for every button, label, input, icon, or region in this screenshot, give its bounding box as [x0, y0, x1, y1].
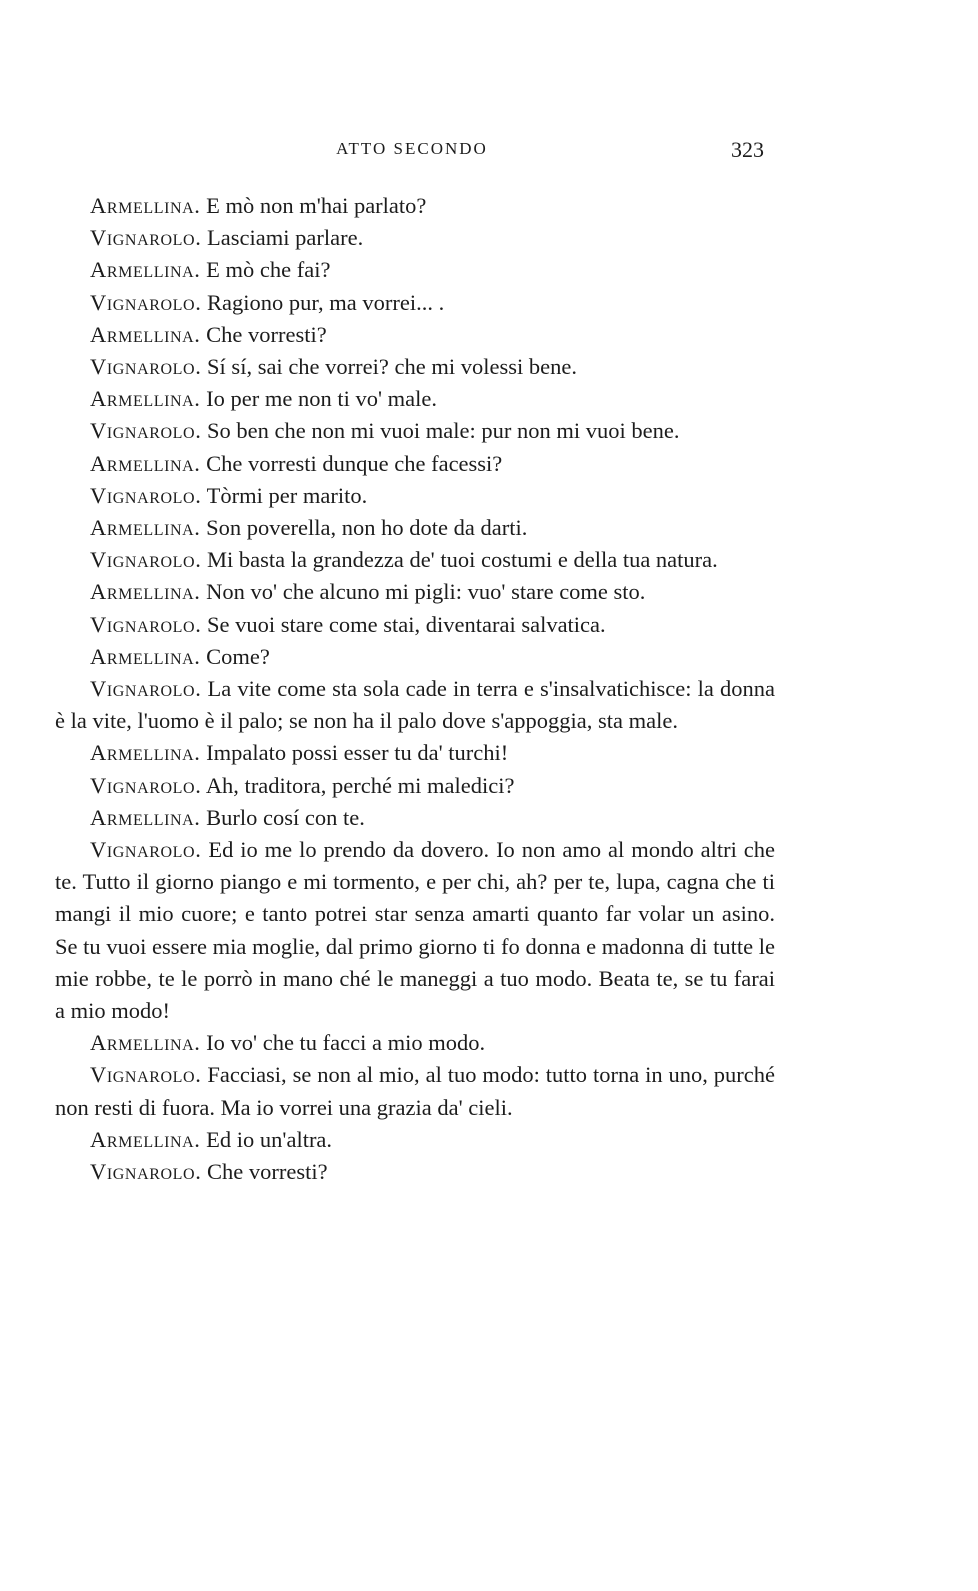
speech-paragraph	[55, 1124, 775, 1156]
speech-paragraph	[55, 673, 775, 737]
running-title: ATTO SECONDO	[336, 139, 488, 158]
speech-paragraph	[55, 415, 775, 447]
speaker-name: Armellina.	[90, 386, 201, 412]
speaker-name: Vignarolo.	[90, 676, 202, 702]
speaker-name: Armellina.	[90, 1126, 201, 1152]
speaker-name: Vignarolo.	[90, 772, 202, 798]
speech-paragraph	[55, 737, 775, 769]
speech-paragraph	[55, 319, 775, 351]
speaker-name: Armellina.	[90, 450, 201, 476]
speech-text: Io per me non ti vo' male.	[206, 386, 438, 412]
speech-paragraph	[55, 254, 775, 286]
speech-paragraph	[55, 641, 775, 673]
speech-text: Mi basta la grandezza de' tuoi costumi e della tua natura.	[207, 547, 718, 573]
speaker-name: Vignarolo.	[90, 837, 202, 863]
speaker-name: Armellina.	[90, 257, 201, 283]
speaker-name: Vignarolo.	[90, 482, 202, 508]
speaker-name: Vignarolo.	[90, 611, 202, 637]
speaker-name: Vignarolo.	[90, 1159, 202, 1185]
speech-text: Come?	[206, 643, 270, 669]
page-number: 323	[731, 137, 764, 162]
speech-text: Ragiono pur, ma vorrei... .	[207, 289, 445, 315]
speech-paragraph	[55, 1059, 775, 1123]
speaker-name: Armellina.	[90, 193, 201, 218]
speaker-name: Vignarolo.	[90, 418, 202, 444]
speech-paragraph	[55, 383, 775, 415]
speech-text: Burlo cosí con te.	[206, 804, 365, 830]
speech-paragraph	[55, 834, 775, 1027]
speech-text: So ben che non mi vuoi male: pur non mi vuoi bene.	[207, 418, 680, 444]
speech-paragraph	[55, 287, 775, 319]
dialogue-text	[55, 190, 775, 1188]
speech-text: Tòrmi per marito.	[206, 482, 368, 508]
speech-paragraph	[55, 190, 775, 222]
speech-text: Ah, traditora, perché mi maledici?	[205, 772, 515, 798]
speech-paragraph	[55, 448, 775, 480]
speech-text: Se vuoi stare come stai, diventarai salvatica.	[207, 611, 606, 637]
speech-paragraph	[55, 222, 775, 254]
speaker-name: Armellina.	[90, 321, 201, 347]
speech-text: Impalato possi esser tu da' turchi!	[206, 740, 509, 766]
speech-text: La vite come sta sola cade in terra e s'insalvatichisce: la donna è la vite, l'uomo è il palo; se non ha il palo dove s'appoggia, sta male.	[55, 676, 775, 734]
speech-text: Io vo' che tu facci a mio modo.	[206, 1030, 486, 1056]
speech-paragraph	[55, 480, 775, 512]
speaker-name: Vignarolo.	[90, 289, 202, 315]
speech-paragraph	[55, 576, 775, 608]
speech-text: Che vorresti dunque che facessi?	[206, 450, 503, 476]
speech-paragraph	[55, 609, 775, 641]
speech-text: Non vo' che alcuno mi pigli: vuo' stare come sto.	[206, 579, 646, 605]
speech-paragraph	[55, 1156, 775, 1188]
speech-paragraph	[55, 512, 775, 544]
speaker-name: Armellina.	[90, 740, 201, 766]
speaker-name: Armellina.	[90, 804, 201, 830]
page-header	[0, 137, 978, 167]
speech-paragraph	[55, 544, 775, 576]
speech-paragraph	[55, 1027, 775, 1059]
speaker-name: Vignarolo.	[90, 547, 202, 573]
speaker-name: Armellina.	[90, 579, 201, 605]
speaker-name: Armellina.	[90, 515, 201, 541]
speech-text: Che vorresti?	[207, 1159, 328, 1185]
speech-text: E mò non m'hai parlato?	[206, 193, 427, 218]
speaker-name: Armellina.	[90, 643, 201, 669]
speech-paragraph	[55, 770, 775, 802]
speech-text: Son poverella, non ho dote da darti.	[206, 515, 528, 541]
speaker-name: Vignarolo.	[90, 354, 202, 380]
speaker-name: Vignarolo.	[90, 225, 202, 251]
speech-text: Che vorresti?	[206, 321, 327, 347]
speaker-name: Vignarolo.	[90, 1062, 202, 1088]
speech-text: Facciasi, se non al mio, al tuo modo: tutto torna in uno, purché non resti di fuora. Ma io vorrei una grazia da' cieli.	[55, 1062, 776, 1120]
speech-text: Ed io un'altra.	[206, 1126, 333, 1152]
speech-text: E mò che fai?	[206, 257, 331, 283]
speaker-name: Armellina.	[90, 1030, 201, 1056]
speech-text: Sí sí, sai che vorrei? che mi volessi bene.	[207, 354, 577, 380]
speech-paragraph	[55, 802, 775, 834]
speech-text: Lasciami parlare.	[207, 225, 364, 251]
speech-paragraph	[55, 351, 775, 383]
speech-text: Ed io me lo prendo da dovero. Io non amo al mondo altri che te. Tutto il giorno piango e mi tormento, e per chi, ah? per te, lupa, cagna che ti mangi il mio cuore; e tanto potrei star senza amarti quanto far volar un asino. Se tu vuoi essere mia moglie, dal primo giorno ti fo donna e madonna di tutte le mie robbe, te le porrò in mano ché le maneggi a tuo modo. Beata te, se tu farai a mio modo!	[55, 837, 775, 1024]
